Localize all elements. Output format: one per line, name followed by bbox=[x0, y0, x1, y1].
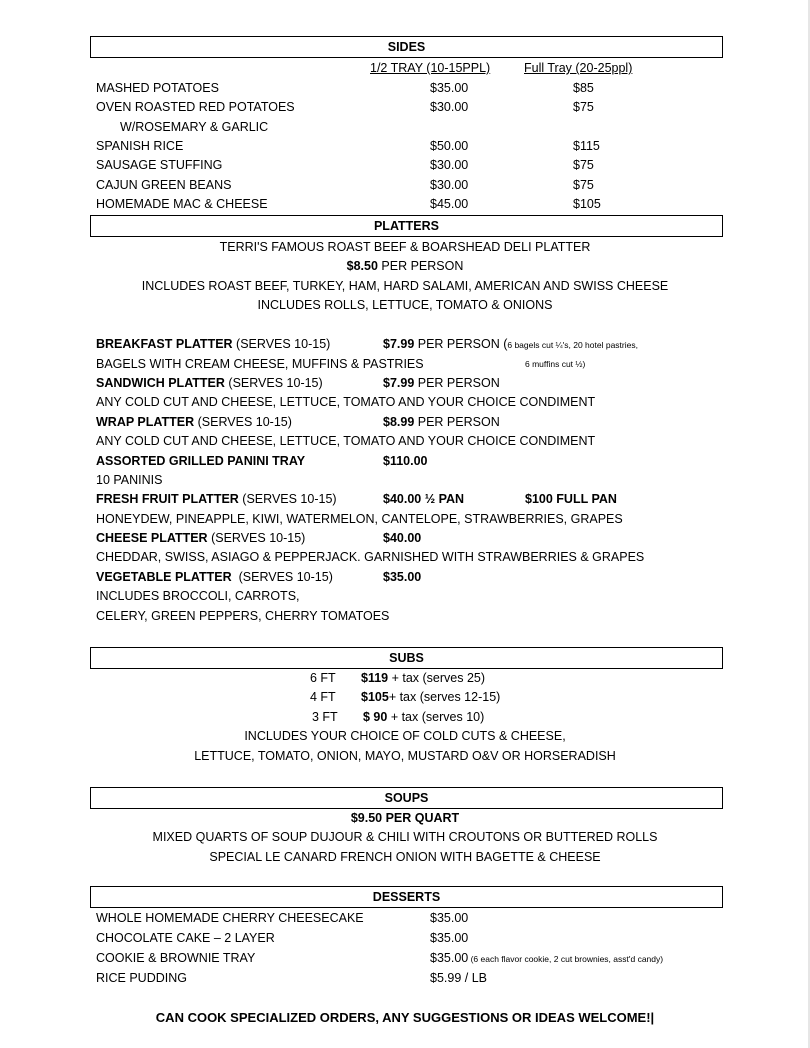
sides-header: SIDES bbox=[90, 36, 723, 58]
half-price: $30.00 bbox=[430, 178, 469, 192]
price: $105 bbox=[361, 690, 389, 704]
price: $35.00 bbox=[383, 570, 422, 584]
item-name: WRAP PLATTER bbox=[96, 415, 195, 429]
soup-price: $9.50 PER QUART bbox=[350, 811, 460, 825]
item-desc: 10 PANINIS bbox=[96, 473, 163, 487]
footer-note: CAN COOK SPECIALIZED ORDERS, ANY SUGGESTIONS OR IDEAS WELCOME!| bbox=[155, 1010, 655, 1025]
serves: (SERVES 10-15) bbox=[207, 531, 306, 545]
price: $7.99 bbox=[383, 376, 415, 390]
half-price: $35.00 bbox=[430, 81, 469, 95]
note: 6 muffins cut ½) bbox=[525, 359, 586, 369]
cheese-platter bbox=[0, 529, 810, 547]
sub-item bbox=[0, 708, 810, 726]
price: $35.00 bbox=[430, 951, 469, 965]
price: $8.50 bbox=[346, 259, 378, 273]
sides-column-headers bbox=[0, 59, 810, 77]
price: $110.00 bbox=[383, 454, 428, 468]
note: (6 each flavor cookie, 2 cut brownies, asst'd candy) bbox=[468, 954, 664, 964]
panini-tray bbox=[0, 452, 810, 470]
deli-platter-includes: INCLUDES ROLLS, LETTUCE, TOMATO & ONIONS bbox=[257, 298, 553, 312]
per-person: PER PERSON bbox=[377, 259, 464, 273]
full-price: $75 bbox=[573, 100, 594, 114]
dessert-item bbox=[0, 909, 810, 927]
item-name: SANDWICH PLATTER bbox=[96, 376, 225, 390]
half-tray-header: 1/2 TRAY (10-15PPL) bbox=[370, 61, 491, 75]
item-name: CHEESE PLATTER bbox=[96, 531, 208, 545]
wrap-platter bbox=[0, 413, 810, 431]
item-name: WHOLE HOMEMADE CHERRY CHEESECAKE bbox=[96, 911, 364, 925]
soups-header: SOUPS bbox=[90, 787, 723, 809]
item-name: OVEN ROASTED RED POTATOES bbox=[96, 100, 295, 114]
per-person: PER PERSON bbox=[414, 415, 500, 429]
full-price: $105 bbox=[573, 197, 601, 211]
sub-item bbox=[0, 669, 810, 687]
vegetable-platter bbox=[0, 568, 810, 586]
item-name: W/ROSEMARY & GARLIC bbox=[120, 120, 269, 134]
side-item bbox=[0, 98, 810, 116]
full-price: $75 bbox=[573, 158, 594, 172]
deli-platter-title: TERRI'S FAMOUS ROAST BEEF & BOARSHEAD DELI PLATTER bbox=[219, 240, 591, 254]
item-desc: CELERY, GREEN PEPPERS, CHERRY TOMATOES bbox=[96, 609, 390, 623]
price: $35.00 bbox=[430, 931, 469, 945]
item-desc: HONEYDEW, PINEAPPLE, KIWI, WATERMELON, CANTELOPE, STRAWBERRIES, GRAPES bbox=[96, 512, 623, 526]
soup-desc: SPECIAL LE CANARD FRENCH ONION WITH BAGETTE & CHEESE bbox=[209, 850, 601, 864]
item-name: CAJUN GREEN BEANS bbox=[96, 178, 232, 192]
deli-platter-includes: INCLUDES ROAST BEEF, TURKEY, HAM, HARD SALAMI, AMERICAN AND SWISS CHEESE bbox=[141, 279, 669, 293]
serves: (SERVES 10-15) bbox=[194, 415, 292, 429]
note: 6 bagels cut ¼'s, 20 hotel pastries, bbox=[507, 340, 638, 350]
sub-size: 4 FT bbox=[310, 690, 336, 704]
subs-includes: LETTUCE, TOMATO, ONION, MAYO, MUSTARD O&V OR HORSERADISH bbox=[194, 749, 616, 763]
full-price: $75 bbox=[573, 178, 594, 192]
half-price: $30.00 bbox=[430, 100, 469, 114]
fruit-platter bbox=[0, 490, 810, 508]
price: $8.99 bbox=[383, 415, 415, 429]
price: $5.99 / LB bbox=[430, 971, 487, 985]
serves: (SERVES 10-15) bbox=[232, 337, 331, 351]
sandwich-platter bbox=[0, 374, 810, 392]
half-price: $30.00 bbox=[430, 158, 469, 172]
item-desc: ANY COLD CUT AND CHEESE, LETTUCE, TOMATO AND YOUR CHOICE CONDIMENT bbox=[96, 434, 596, 448]
price: $35.00 bbox=[430, 911, 469, 925]
half-price: $45.00 bbox=[430, 197, 469, 211]
item-name: ASSORTED GRILLED PANINI TRAY bbox=[96, 454, 306, 468]
full-tray-header: Full Tray (20-25ppl) bbox=[524, 61, 633, 75]
subs-header: SUBS bbox=[90, 647, 723, 669]
item-name: FRESH FRUIT PLATTER bbox=[96, 492, 239, 506]
platters-header: PLATTERS bbox=[90, 215, 723, 237]
price: $40.00 bbox=[383, 531, 422, 545]
breakfast-platter bbox=[0, 335, 810, 353]
item-name: SAUSAGE STUFFING bbox=[96, 158, 223, 172]
side-item bbox=[0, 156, 810, 174]
sub-item bbox=[0, 688, 810, 706]
item-name: SPANISH RICE bbox=[96, 139, 184, 153]
side-item bbox=[0, 79, 810, 97]
tax-serves: + tax (serves 10) bbox=[387, 710, 485, 724]
price: $40.00 ½ PAN bbox=[383, 492, 465, 506]
item-name: HOMEMADE MAC & CHEESE bbox=[96, 197, 268, 211]
price: $119 bbox=[361, 671, 389, 685]
serves: (SERVES 10-15) bbox=[231, 570, 333, 584]
full-price: $85 bbox=[573, 81, 594, 95]
deli-platter-price bbox=[0, 257, 810, 275]
serves: (SERVES 10-15) bbox=[224, 376, 323, 390]
side-item-note bbox=[0, 118, 810, 136]
dessert-item bbox=[0, 949, 810, 967]
subs-includes: INCLUDES YOUR CHOICE OF COLD CUTS & CHEESE, bbox=[244, 729, 566, 743]
item-name: CHOCOLATE CAKE – 2 LAYER bbox=[96, 931, 275, 945]
half-price: $50.00 bbox=[430, 139, 469, 153]
full-price: $115 bbox=[573, 139, 600, 153]
price: $7.99 bbox=[383, 337, 415, 351]
tax-serves: + tax (serves 25) bbox=[388, 671, 486, 685]
tax-serves: + tax (serves 12-15) bbox=[388, 690, 501, 704]
per-person: PER PERSON ( bbox=[414, 337, 508, 351]
item-desc: CHEDDAR, SWISS, ASIAGO & PEPPERJACK. GARNISHED WITH STRAWBERRIES & GRAPES bbox=[96, 550, 645, 564]
dessert-item bbox=[0, 969, 810, 987]
price: $ 90 bbox=[363, 710, 388, 724]
item-desc: INCLUDES BROCCOLI, CARROTS, bbox=[96, 589, 300, 603]
item-desc: ANY COLD CUT AND CHEESE, LETTUCE, TOMATO AND YOUR CHOICE CONDIMENT bbox=[96, 395, 596, 409]
sub-size: 6 FT bbox=[310, 671, 336, 685]
dessert-item bbox=[0, 929, 810, 947]
price-full: $100 FULL PAN bbox=[525, 492, 617, 506]
item-name: BREAKFAST PLATTER bbox=[96, 337, 233, 351]
item-name: RICE PUDDING bbox=[96, 971, 187, 985]
soup-desc: MIXED QUARTS OF SOUP DUJOUR & CHILI WITH CROUTONS OR BUTTERED ROLLS bbox=[152, 830, 658, 844]
desserts-header: DESSERTS bbox=[90, 886, 723, 908]
item-name: MASHED POTATOES bbox=[96, 81, 219, 95]
item-desc: BAGELS WITH CREAM CHEESE, MUFFINS & PASTRIES bbox=[96, 357, 424, 371]
item-name: VEGETABLE PLATTER bbox=[96, 570, 232, 584]
per-person: PER PERSON bbox=[414, 376, 500, 390]
side-item bbox=[0, 137, 810, 155]
serves: (SERVES 10-15) bbox=[238, 492, 337, 506]
item-name: COOKIE & BROWNIE TRAY bbox=[96, 951, 256, 965]
side-item bbox=[0, 176, 810, 194]
side-item bbox=[0, 195, 810, 213]
sub-size: 3 FT bbox=[312, 710, 338, 724]
